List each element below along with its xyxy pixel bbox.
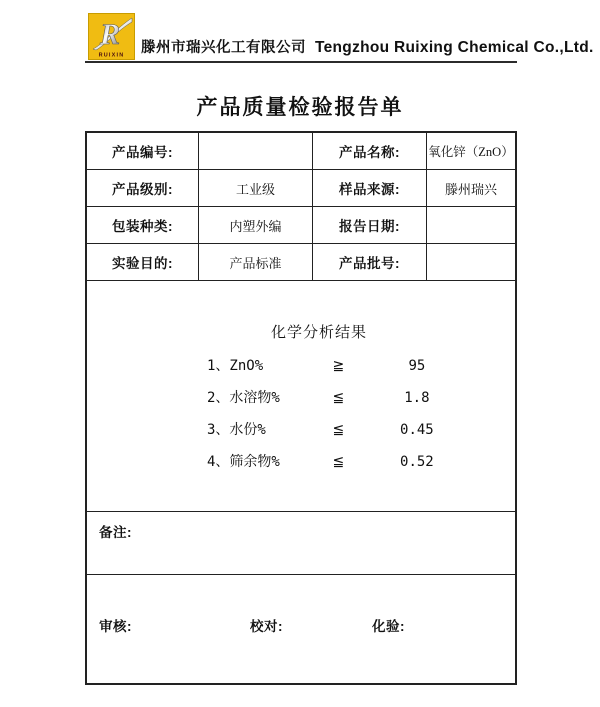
- analysis-row-moisture: [207, 419, 473, 439]
- value-report-date: [427, 207, 515, 244]
- value-package-type: 内塑外编: [199, 207, 313, 244]
- logo-brand-text: RUIXIN: [98, 52, 125, 59]
- analysis-row-water-soluble: [207, 387, 473, 407]
- analysis-item-name: 3、水份%: [207, 422, 266, 438]
- analysis-row-sieve-residue: [207, 451, 473, 471]
- analysis-row-zno: [207, 355, 473, 375]
- remark-label: 备注:: [99, 525, 132, 540]
- proofread-label: 校对:: [250, 619, 283, 634]
- label-sample-source: 样品来源:: [313, 170, 427, 207]
- analysis-heading: 化学分析结果: [270, 325, 367, 341]
- lte-symbol: ≦: [332, 422, 345, 438]
- value-test-purpose: 产品标准: [199, 244, 313, 281]
- signoff-cell: [87, 575, 515, 681]
- label-product-grade: 产品级别:: [87, 170, 199, 207]
- label-test-purpose: 实验目的:: [87, 244, 199, 281]
- header-divider: [85, 61, 517, 63]
- label-batch-number: 产品批号:: [313, 244, 427, 281]
- lte-symbol: ≦: [332, 454, 345, 470]
- info-grid: [87, 133, 515, 281]
- company-name-cn: 滕州市瑞兴化工有限公司: [141, 40, 306, 56]
- company-name: [141, 36, 594, 57]
- analysis-item-value: 95: [408, 358, 426, 374]
- value-sample-source: 滕州瑞兴: [427, 170, 515, 207]
- analysis-item-name: 1、ZnO%: [207, 358, 264, 374]
- report-table: [85, 131, 517, 685]
- value-batch-number: [427, 244, 515, 281]
- value-product-name: 氧化锌（ZnO）: [427, 133, 515, 170]
- analysis-item-value: 0.45: [400, 422, 434, 438]
- label-product-name: 产品名称:: [313, 133, 427, 170]
- analysis-item-value: 1.8: [404, 390, 430, 406]
- label-report-date: 报告日期:: [313, 207, 427, 244]
- analysis-item-value: 0.52: [400, 454, 434, 470]
- lte-symbol: ≦: [332, 390, 345, 406]
- test-label: 化验:: [372, 619, 405, 634]
- company-name-en: Tengzhou Ruixing Chemical Co.,Ltd.: [315, 39, 594, 56]
- logo-monogram: R: [100, 18, 121, 51]
- label-package-type: 包装种类:: [87, 207, 199, 244]
- analysis-item-name: 2、水溶物%: [207, 390, 280, 406]
- remark-cell: [87, 512, 515, 575]
- value-product-code: [199, 133, 313, 170]
- page-title: 产品质量检验报告单: [196, 96, 404, 119]
- review-label: 审核:: [99, 619, 132, 634]
- gte-symbol: ≧: [332, 358, 345, 374]
- label-product-code: 产品编号:: [87, 133, 199, 170]
- value-product-grade: 工业级: [199, 170, 313, 207]
- ruixin-logo-icon: [88, 13, 135, 60]
- analysis-section: [87, 281, 515, 512]
- analysis-item-name: 4、筛余物%: [207, 454, 280, 470]
